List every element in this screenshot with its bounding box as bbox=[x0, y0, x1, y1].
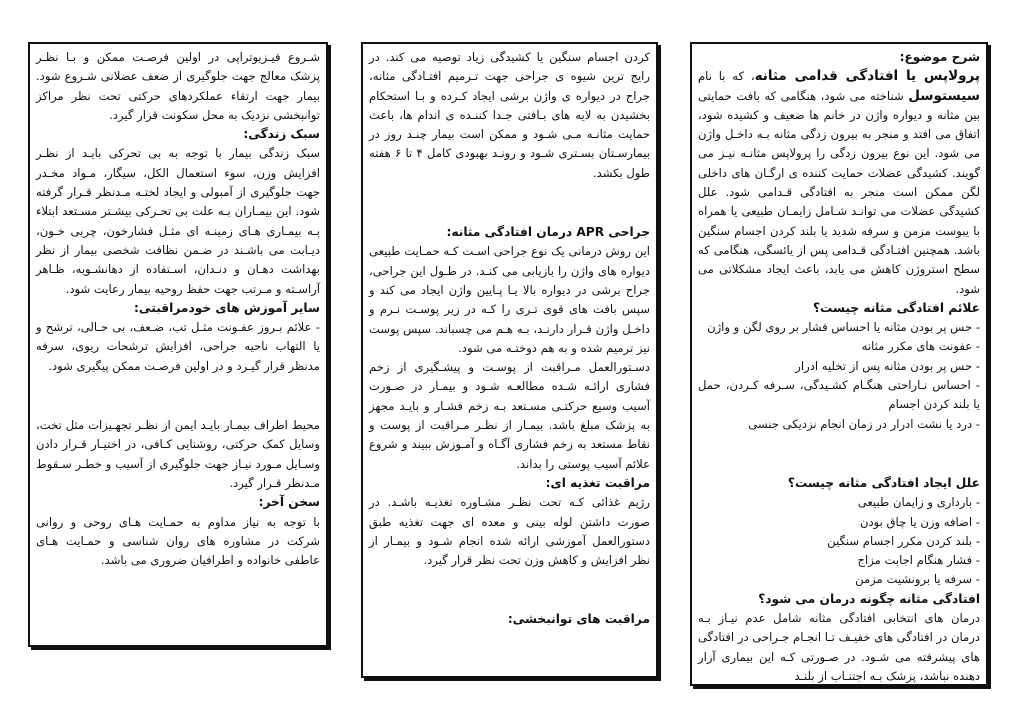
rehab-heading: مراقبت های توانبخشی: bbox=[507, 612, 650, 627]
lifestyle-paragraph: سبک زندگی بیمار با توجه به بی تحرکی بایـد از نظـر افزایش وزن، سوء استعمال الکل، سیگار، مـواد مخـدر جهت جلوگیری از آمبولی و ایجاد لختـه مـدنظر قـرار گرفته شود. این بیمـاران بـه علت بی تحـرکی بیشـتر مسـتعد ابتلاء بـه بیمـاری هـای زمینـه ای مثـل فشارخون، چربی خـون، دیـابت می باشـند در ضـمن نظافت شخصی بیمار از نظر بهداشت دهـان و دنـدان، اسـتفاده از دهانشـویه، ظـاهر آراسـته و مـرتب جهت حفظ روحیه بیمار رعایت شود. bbox=[36, 146, 320, 296]
treatment-heading: افتادگی مثانه چگونه درمان می شود؟ bbox=[758, 591, 980, 606]
nutrition-paragraph: رژیم غذائی کـه تحت نظـر مشـاوره تغذیـه باشـد. در صورت داشتن لوله بینی و معده ای جهت تغذیه طبق دستورالعمل آموزشی ارائه شده انجام شـود و بیمـار از نظر افزایش و کاهش وزن تحت نظر قرار گیرد. bbox=[369, 495, 650, 568]
floral-ornament-icon bbox=[210, 634, 280, 647]
cause-item: - سرفه یا برونشیت مزمن bbox=[855, 572, 980, 587]
intro-mid: ، که با نام bbox=[698, 69, 755, 84]
spacer bbox=[369, 183, 650, 223]
continuation-paragraph: کردن اجسام سنگین یا کشیدگی زیاد توصیه می کند. در رایج ترین شیوه ی جراحی جهت تـرمیم افتـادگی مثانه، جراح در دیواره ی واژن برشی ایجاد کـرده و بـا استحکام بخشیدن به لایه های بـافتی جـدا کننـده ی اندام ها، باعث حمایت مثانـه مـی شـود و ممکن است بیمار چنـد روز در بیمارسـتان بسـتری شـود و رونـد بهبودی کامل ۴ تا ۶ هفته طول بکشد. bbox=[369, 50, 650, 180]
spacer bbox=[698, 434, 980, 474]
intro-paragraph bbox=[698, 67, 980, 299]
treatment-paragraph: درمان های انتخابی افتادگی مثانه شامل عدم نیـاز بـه درمان در افتادگی های خفیـف تـا انجـام جـراحی در افتادگی های پیشرفته می شـود. در صـورتی کـه این بیماری آزار دهنده نباشد، پزشک بـه اجتنـاب از بلنـد bbox=[698, 611, 980, 683]
intro-body: شناخته می شود، هنگامی که بافت حمایتی بین مثانه و دیواره واژن در خانم ها ضعیف و کشیده شود، اتفاق می افتد و منجر به بیرون زدگی مثانه بـه داخـل واژن می شود. این نوع بیرون زدگی را پرولاپس مثانـه نیـز می گویند. کشیدگی عضلات حمایت کننده ی ارگـان های داخلی لگن ممکن است منجر به افتادگی قـدامی شود. علل کشیدگی عضلات می توانـد شـامل زایمـان طبیعی یا همراه با یبوست مزمن و سرفه شدید یا بلند کردن اجسام سنگین باشد. همچنین افتـادگی قـدامی پس از یائسگی، هنگامی که سطح استروژن کاهش می یابد، باعث ایجاد مشکلاتی می شود. bbox=[698, 88, 980, 296]
symptoms-heading: علائم افتادگی مثانه چیست؟ bbox=[812, 300, 980, 315]
intro-term: پرولاپس یا افتادگی قدامی مثانه bbox=[754, 68, 980, 85]
selfcare-heading: سایر آموزش های خودمراقبتی: bbox=[134, 300, 320, 315]
cause-item: - بارداری و زایمان طبیعی bbox=[857, 495, 980, 510]
environment-paragraph: محیط اطراف بیمـار بایـد ایمن از نظـر تجهـیزات مثل تخت، وسایل کمک حرکتی، روشنایی کـافی، در اختیـار قـرار دادن وسـایل مـورد نیـاز جهت جلوگیری از آسیب و خطـر سـقوط مـدنظر قـرار گیرد. bbox=[36, 418, 320, 490]
cause-item: - بلند کردن مکرر اجسام سنگین bbox=[827, 533, 980, 548]
left-column bbox=[28, 42, 328, 647]
symptom-item: - احساس نـاراحتی هنگـام کشـیدگی، سـرفه کـردن، حمل یا بلند کردن اجسام bbox=[698, 378, 980, 412]
lifestyle-heading: سبک زندگی: bbox=[243, 127, 320, 142]
symptom-item: - حس پر بودن مثانه یا احساس فشار بر روی لگن و واژن bbox=[707, 320, 980, 335]
intro-alt-term: سیستوسل bbox=[908, 87, 981, 104]
wound-care-paragraph: دسـتورالعمل مـراقبت از پوسـت و پیشـگیری از زخم فشاری ارائـه شـده مطالعـه شـود و بیمـار در صـورت آسیب وسیع حرکتـی مسـتعد بـه زخم فشـار و بایـد مجهز به پزشک مبلغ باشد. بیمـار از نظـر مـراقبت از پوست و نقاط مستعد به زخم فشاری آگـاه و آمـوزش ببیند و شروع علائم آسیب پوستی را بداند. bbox=[369, 360, 650, 471]
symptom-item: - درد یا نشت ادرار در زمان انجام نزدیکی جنسی bbox=[748, 416, 980, 431]
middle-column bbox=[361, 42, 658, 678]
subject-heading: شرح موضوع: bbox=[899, 50, 980, 64]
closing-paragraph: با توجه به نیاز مداوم به حمـایت هـای روحی و روانی شرکت در مشاوره های روان شناسی و حمـایت هـای عاطفی خانواده و اطرافیان ضروری می باشد. bbox=[36, 514, 320, 568]
closing-heading: سخن آخر: bbox=[258, 495, 320, 510]
nutrition-heading: مراقبت تغذیه ای: bbox=[545, 475, 650, 490]
right-column bbox=[690, 42, 988, 686]
symptom-item: - حس پر بودن مثانه پس از تخلیه ادرار bbox=[795, 358, 980, 373]
causes-heading: علل ایجاد افتادگی مثانه چیست؟ bbox=[787, 475, 980, 490]
selfcare-paragraph: - علائم بـروز عفـونت مثـل تب، ضـعف، بی حـالی، ترشح و یا التهاب ناحیه جراحی، افزایش ترشحات ریوی، سرفه مدنظر قرار گیـرد و در اولین فرصـت ممکن پیگیری شود. bbox=[36, 320, 320, 373]
spacer bbox=[369, 570, 650, 610]
cause-item: - فشار هنگام اجابت مزاج bbox=[857, 553, 980, 568]
apr-heading: جراحی APR درمان افتادگی مثانه: bbox=[446, 225, 650, 240]
spacer bbox=[36, 376, 320, 416]
apr-paragraph: این روش درمانی یک نوع جراحی اسـت کـه حمـایت طبیعی دیواره های واژن را بازیابی می کنـد. در طـول این جراحی، جراح برشی در دیواره بالا یـا پـایین واژن ایجاد می کند و سپس بافت های قوی تـری را کـه در زیر پوسـت نـرم و داخـل واژن قـرار دارنـد، بـه هـم می چسباند. سپس پوست نیز ترمیم شده و به هم دوختـه می شود. bbox=[369, 244, 650, 355]
symptom-item: - عفونت های مکرر مثانه bbox=[861, 339, 980, 354]
continuation-paragraph: شـروع فیـزیوتراپی در اولین فرصـت ممکن و بـا نظـر پزشک معالج جهت جلوگیری از ضعف عضلانی شـروع شود. بیمار جهت ارتقاء عملکردهای حرکتی تحت نظر مراکز توانبخشی نزدیک به محل سکونت قرار گیرد. bbox=[36, 50, 320, 122]
cause-item: - اضافه وزن یا چاق بودن bbox=[859, 514, 980, 529]
